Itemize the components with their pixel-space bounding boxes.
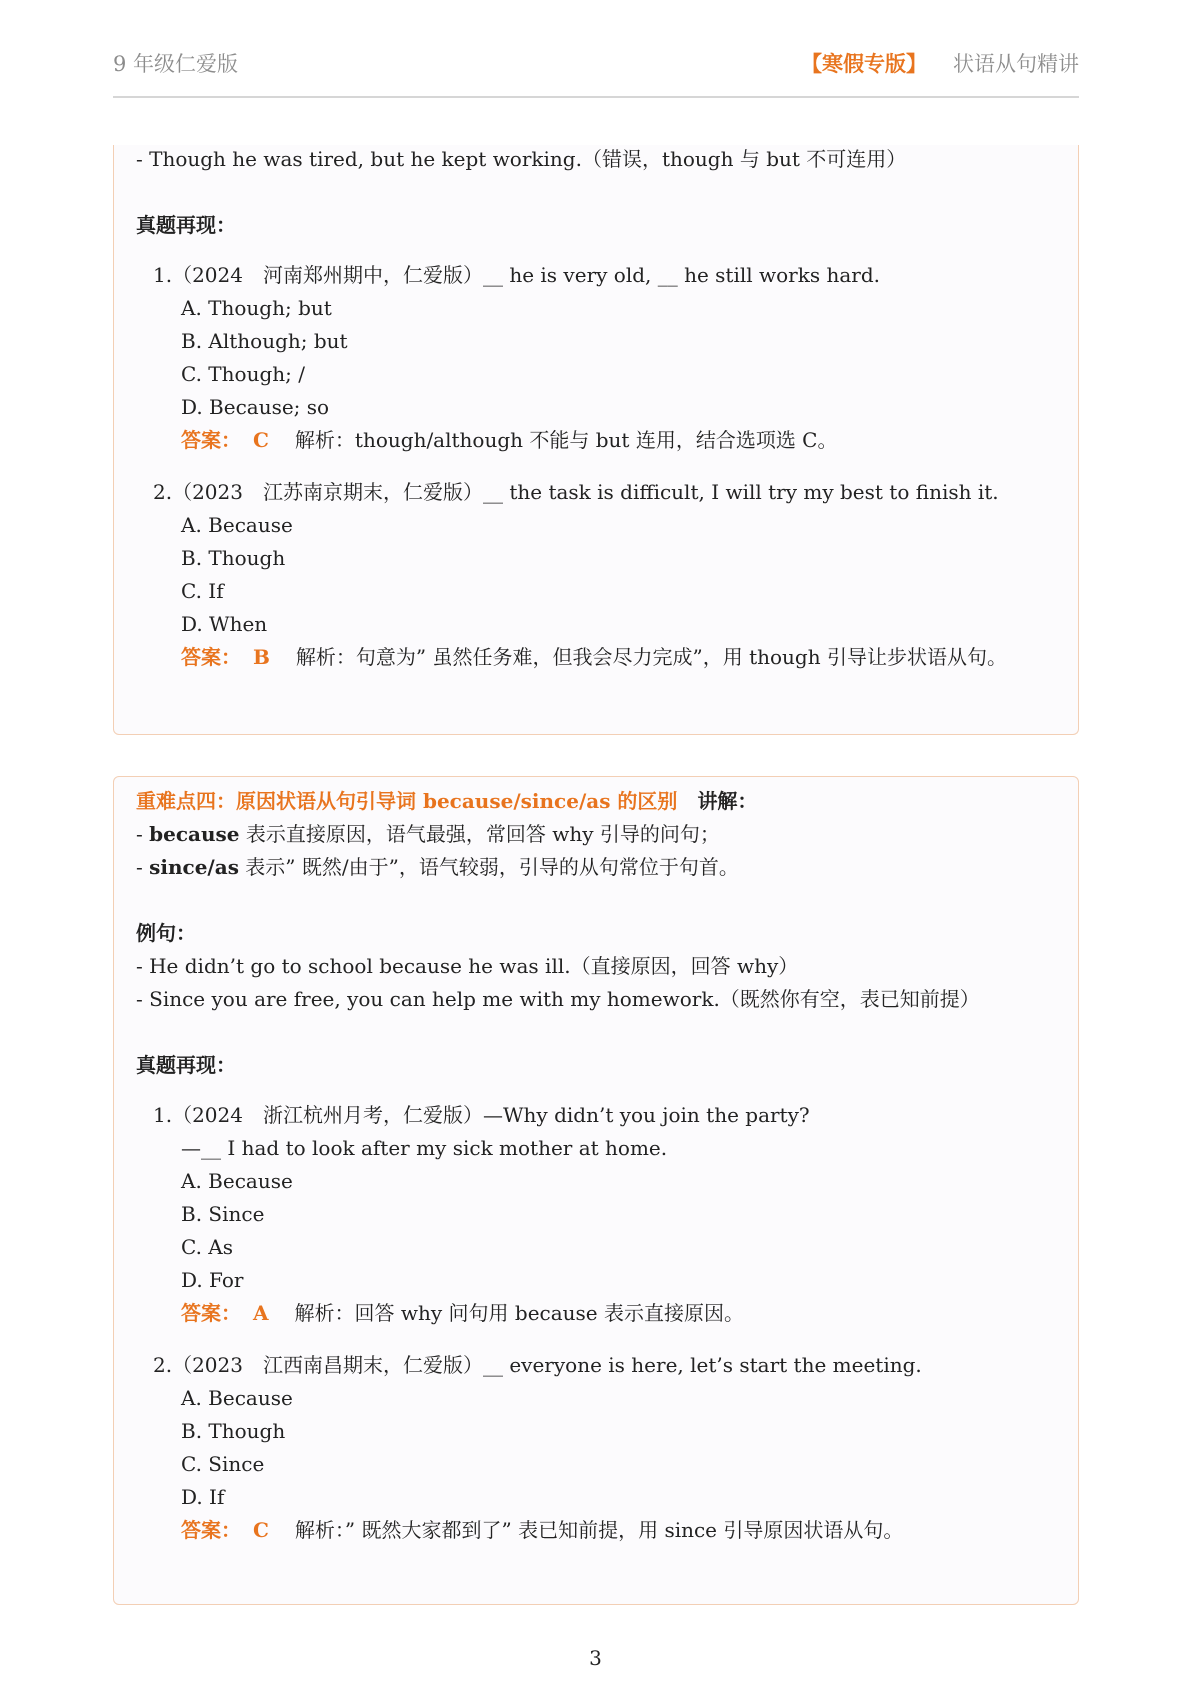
point-line: - since/as 表示” 既然/由于”，语气较弱，引导的从句常位于句首。	[136, 855, 739, 879]
question-stem: 2.（2023 江西南昌期末，仁爱版）__ everyone is here, let’s start the meeting.	[153, 1353, 922, 1377]
option: A. Because	[181, 1169, 293, 1193]
section-title-suffix: 讲解：	[697, 789, 758, 813]
grade-label: 9 年级仁爱版	[113, 52, 239, 76]
option: A. Because	[181, 513, 293, 537]
header-right	[801, 48, 1079, 78]
answer-line	[181, 1516, 903, 1544]
option: A. Though; but	[181, 296, 332, 320]
section-title	[136, 787, 757, 815]
option: D. When	[181, 612, 268, 636]
explanation: 解析：though/although 不能与 but 连用，结合选项选 C。	[294, 428, 838, 452]
explanation: 解析：回答 why 问句用 because 表示直接原因。	[294, 1301, 745, 1325]
answer-line	[181, 643, 1007, 671]
page-header	[113, 44, 1079, 98]
example-label: 例句：	[136, 921, 196, 945]
keyword: because	[149, 822, 240, 846]
answer-label: 答案：	[181, 1301, 241, 1325]
question-stem: 1.（2024 河南郑州期中，仁爱版）__ he is very old, __ he still works hard.	[153, 263, 881, 287]
point-line: - because 表示直接原因，语气最强，常回答 why 引导的问句；	[136, 822, 720, 846]
doc-title: 状语从句精讲	[953, 52, 1079, 76]
option: D. Because; so	[181, 395, 330, 419]
answer-line	[181, 426, 837, 454]
option: C. Since	[181, 1452, 265, 1476]
page-number: 3	[589, 1646, 602, 1670]
answer-value: A	[253, 1301, 269, 1325]
answer-label: 答案：	[181, 428, 241, 452]
answer-label: 答案：	[181, 1518, 241, 1542]
option: B. Though	[181, 1419, 286, 1443]
option: B. Though	[181, 546, 286, 570]
option: D. If	[181, 1485, 225, 1509]
answer-label: 答案：	[181, 645, 241, 669]
example-line: - He didn’t go to school because he was ill.（直接原因，回答 why）	[136, 954, 799, 978]
option: B. Since	[181, 1202, 265, 1226]
point-text: 表示” 既然/由于”，语气较弱，引导的从句常位于句首。	[238, 855, 739, 879]
option: D. For	[181, 1268, 244, 1292]
option: C. Though; /	[181, 362, 305, 386]
option: B. Although; but	[181, 329, 348, 353]
section-label: 真题再现：	[136, 1053, 236, 1077]
option: C. As	[181, 1235, 234, 1259]
point-text: 表示直接原因，语气最强，常回答 why 引导的问句；	[239, 822, 720, 846]
explanation: 解析：” 既然大家都到了” 表已知前提，用 since 引导原因状语从句。	[294, 1518, 904, 1542]
example-line: - Since you are free, you can help me with my homework.（既然你有空，表已知前提）	[136, 987, 980, 1011]
intro-line: - Though he was tired, but he kept working.（错误，though 与 but 不可连用）	[136, 147, 907, 171]
answer-value: C	[253, 1518, 269, 1542]
keyword: since/as	[149, 855, 239, 879]
answer-value: B	[253, 645, 270, 669]
answer-line	[181, 1299, 744, 1327]
question-stem-continued: —__ I had to look after my sick mother at home.	[181, 1136, 668, 1160]
section-label: 真题再现：	[136, 213, 236, 237]
answer-value: C	[253, 428, 269, 452]
edition-tag: 【寒假专版】	[801, 52, 927, 76]
explanation: 解析：句意为” 虽然任务难，但我会尽力完成”，用 though 引导让步状语从句。	[295, 645, 1007, 669]
option: C. If	[181, 579, 224, 603]
question-stem: 1.（2024 浙江杭州月考，仁爱版）—Why didn’t you join the party?	[153, 1103, 810, 1127]
option: A. Because	[181, 1386, 293, 1410]
content-box-1	[113, 145, 1079, 735]
section-title-text: 重难点四：原因状语从句引导词 because/since/as 的区别	[136, 789, 678, 813]
question-stem: 2.（2023 江苏南京期末，仁爱版）__ the task is difficult, I will try my best to finish it.	[153, 480, 999, 504]
content-box-2	[113, 776, 1079, 1605]
